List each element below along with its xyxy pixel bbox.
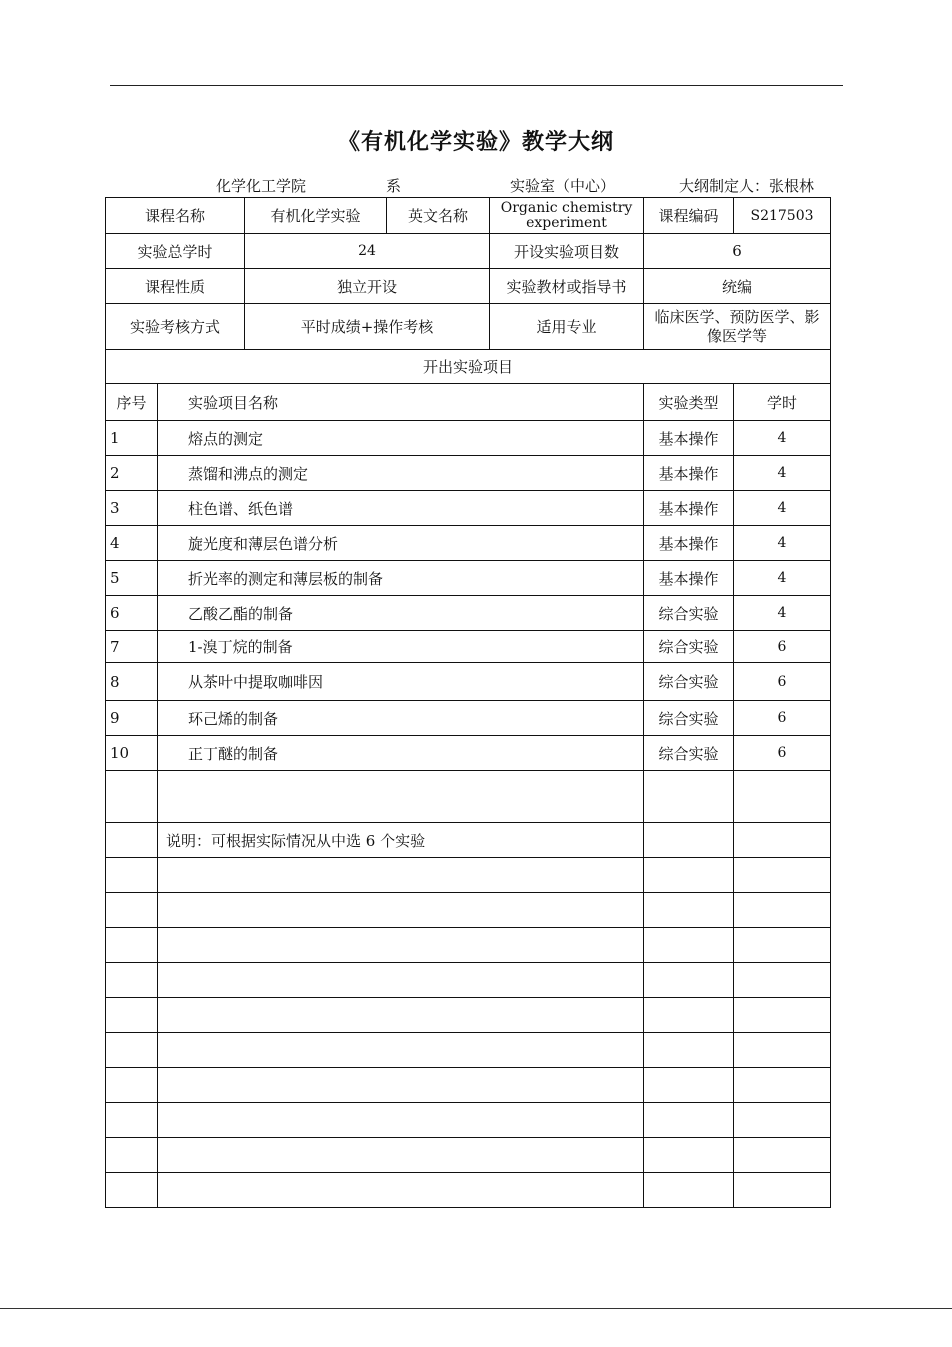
table-row — [106, 561, 831, 596]
table-row — [106, 631, 831, 663]
projects-section-title: 开出实验项目 — [106, 350, 831, 384]
blank-cell — [158, 998, 644, 1033]
table-row — [106, 456, 831, 491]
blank-cell — [158, 858, 644, 893]
blank-cell — [106, 998, 158, 1033]
blank-cell — [158, 1173, 644, 1208]
row-seq: 10 — [106, 736, 158, 771]
col-type-header: 实验类型 — [644, 384, 734, 421]
empty-row — [106, 1103, 831, 1138]
row-type: 基本操作 — [644, 421, 734, 456]
col-hours-header: 学时 — [734, 384, 831, 421]
row-hours: 6 — [734, 736, 831, 771]
row-project-name: 环己烯的制备 — [158, 701, 644, 736]
row-project-name: 从茶叶中提取咖啡因 — [158, 663, 644, 701]
row-hours: 6 — [734, 631, 831, 663]
row-project-name: 乙酸乙酯的制备 — [158, 596, 644, 631]
textbook-value: 统编 — [644, 269, 831, 304]
blank-cell — [106, 771, 158, 823]
row-hours: 4 — [734, 421, 831, 456]
exam-method-value: 平时成绩+操作考核 — [245, 304, 490, 350]
course-code-value: S217503 — [734, 198, 831, 234]
blank-cell — [644, 963, 734, 998]
blank-cell — [734, 1138, 831, 1173]
blank-cell — [106, 928, 158, 963]
blank-cell — [734, 858, 831, 893]
row-seq: 1 — [106, 421, 158, 456]
blank-cell — [734, 928, 831, 963]
row-project-name: 蒸馏和沸点的测定 — [158, 456, 644, 491]
blank-cell — [734, 1173, 831, 1208]
blank-cell — [158, 1138, 644, 1173]
blank-cell — [106, 1173, 158, 1208]
row-seq: 8 — [106, 663, 158, 701]
row-project-name: 柱色谱、纸色谱 — [158, 491, 644, 526]
blank-cell — [158, 963, 644, 998]
selection-note: 说明：可根据实际情况从中选 6 个实验 — [158, 823, 644, 858]
row-hours: 4 — [734, 596, 831, 631]
row-project-name: 旋光度和薄层色谱分析 — [158, 526, 644, 561]
row-type: 综合实验 — [644, 736, 734, 771]
row-seq: 7 — [106, 631, 158, 663]
row-hours: 6 — [734, 663, 831, 701]
blank-cell — [734, 893, 831, 928]
blank-cell — [644, 998, 734, 1033]
blank-cell — [734, 771, 831, 823]
row-project-name: 正丁醚的制备 — [158, 736, 644, 771]
course-name-label: 课程名称 — [106, 198, 245, 234]
row-type: 基本操作 — [644, 526, 734, 561]
blank-cell — [734, 1033, 831, 1068]
table-row — [106, 736, 831, 771]
blank-cell — [644, 1033, 734, 1068]
row-seq: 3 — [106, 491, 158, 526]
project-count-label: 开设实验项目数 — [490, 234, 644, 269]
blank-cell — [106, 893, 158, 928]
empty-row — [106, 928, 831, 963]
col-seq-header: 序号 — [106, 384, 158, 421]
syllabus-table — [105, 197, 831, 1208]
blank-cell — [106, 1068, 158, 1103]
col-name-header: 实验项目名称 — [158, 384, 644, 421]
blank-cell — [734, 963, 831, 998]
header-rule — [110, 85, 843, 86]
blank-cell — [644, 823, 734, 858]
english-name-label: 英文名称 — [387, 198, 490, 234]
blank-cell — [158, 771, 644, 823]
row-project-name: 1-溴丁烷的制备 — [158, 631, 644, 663]
blank-cell — [158, 1103, 644, 1138]
row-type: 综合实验 — [644, 701, 734, 736]
blank-cell — [158, 893, 644, 928]
blank-cell — [644, 1068, 734, 1103]
blank-cell — [106, 1033, 158, 1068]
table-row — [106, 421, 831, 456]
row-hours: 6 — [734, 701, 831, 736]
row-seq: 6 — [106, 596, 158, 631]
empty-row — [106, 998, 831, 1033]
course-name-value: 有机化学实验 — [245, 198, 387, 234]
author-label: 大纲制定人：张根林 — [679, 177, 815, 195]
textbook-label: 实验教材或指导书 — [490, 269, 644, 304]
row-hours: 4 — [734, 526, 831, 561]
blank-cell — [734, 823, 831, 858]
blank-cell — [734, 1103, 831, 1138]
blank-cell — [158, 1033, 644, 1068]
row-type: 综合实验 — [644, 663, 734, 701]
document-title: 《有机化学实验》教学大纲 — [337, 129, 614, 155]
row-type: 基本操作 — [644, 456, 734, 491]
exam-method-label: 实验考核方式 — [106, 304, 245, 350]
table-row — [106, 663, 831, 701]
blank-cell — [158, 1068, 644, 1103]
blank-cell — [106, 1103, 158, 1138]
blank-cell — [106, 858, 158, 893]
blank-cell — [644, 1103, 734, 1138]
footer-rule — [0, 1308, 952, 1309]
project-count-value: 6 — [644, 234, 831, 269]
college-label: 化学化工学院 — [216, 177, 307, 195]
dept-label: 系 — [386, 177, 402, 195]
course-code-label: 课程编码 — [644, 198, 734, 234]
row-project-name: 折光率的测定和薄层板的制备 — [158, 561, 644, 596]
row-hours: 4 — [734, 561, 831, 596]
table-row — [106, 701, 831, 736]
row-type: 综合实验 — [644, 631, 734, 663]
empty-row — [106, 1173, 831, 1208]
blank-cell — [106, 1138, 158, 1173]
row-hours: 4 — [734, 491, 831, 526]
blank-cell — [158, 928, 644, 963]
blank-cell — [106, 823, 158, 858]
blank-cell — [106, 963, 158, 998]
row-seq: 9 — [106, 701, 158, 736]
row-seq: 5 — [106, 561, 158, 596]
blank-cell — [644, 893, 734, 928]
row-type: 综合实验 — [644, 596, 734, 631]
row-type: 基本操作 — [644, 561, 734, 596]
blank-cell — [644, 771, 734, 823]
major-label: 适用专业 — [490, 304, 644, 350]
empty-row — [106, 858, 831, 893]
empty-row — [106, 893, 831, 928]
course-nature-label: 课程性质 — [106, 269, 245, 304]
empty-row — [106, 1138, 831, 1173]
row-seq: 2 — [106, 456, 158, 491]
blank-cell — [734, 998, 831, 1033]
english-name-value: Organic chemistry experiment — [490, 198, 644, 234]
blank-cell — [644, 1173, 734, 1208]
empty-row — [106, 963, 831, 998]
blank-cell — [644, 928, 734, 963]
major-value: 临床医学、预防医学、影像医学等 — [644, 304, 831, 350]
table-row — [106, 526, 831, 561]
total-hours-label: 实验总学时 — [106, 234, 245, 269]
blank-cell — [644, 858, 734, 893]
total-hours-value: 24 — [245, 234, 490, 269]
row-hours: 4 — [734, 456, 831, 491]
lab-label: 实验室（中心） — [510, 177, 616, 195]
row-project-name: 熔点的测定 — [158, 421, 644, 456]
blank-cell — [734, 1068, 831, 1103]
row-type: 基本操作 — [644, 491, 734, 526]
table-row — [106, 596, 831, 631]
blank-cell — [644, 1138, 734, 1173]
course-nature-value: 独立开设 — [245, 269, 490, 304]
empty-row — [106, 1068, 831, 1103]
empty-row — [106, 1033, 831, 1068]
row-seq: 4 — [106, 526, 158, 561]
table-row — [106, 491, 831, 526]
